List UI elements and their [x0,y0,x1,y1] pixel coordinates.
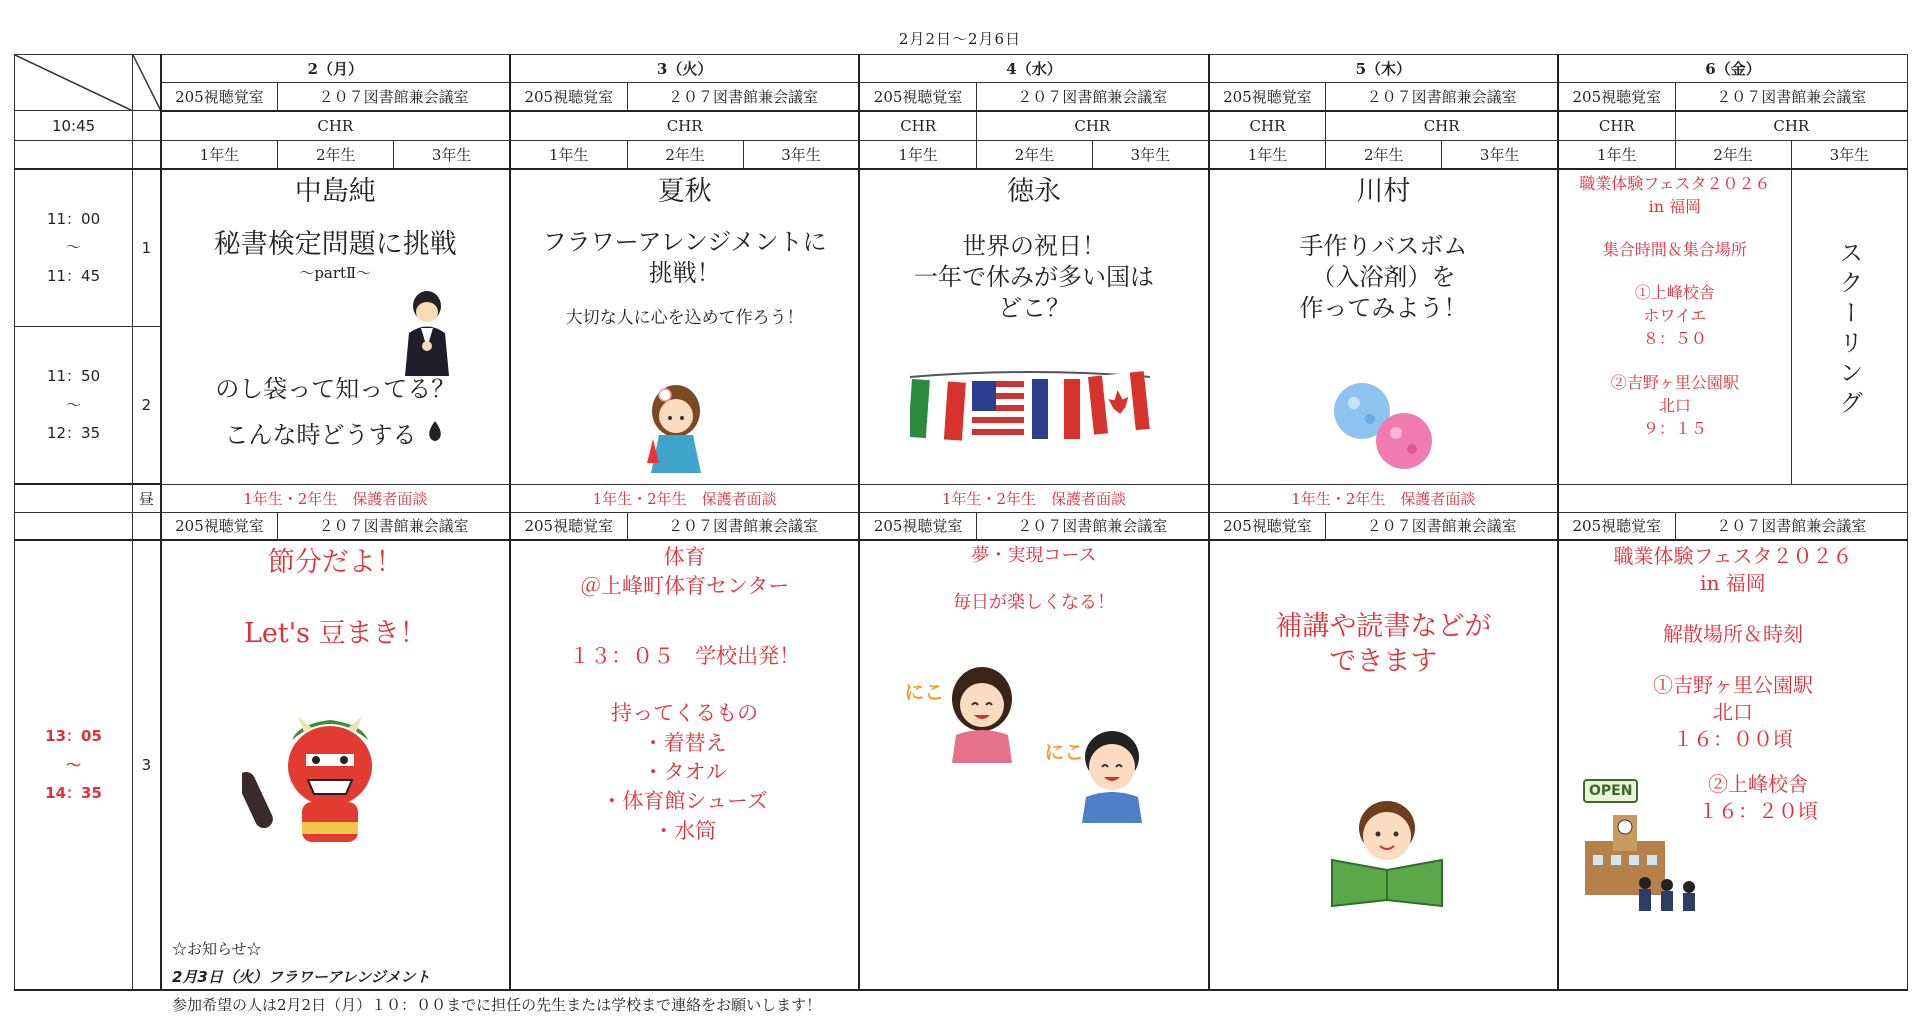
boy-reading-icon [1322,794,1452,909]
room-av: 205視聴覚室 [1209,512,1326,540]
bath-bomb-icon [1330,379,1440,474]
room-av: 205視聴覚室 [859,83,976,111]
grade-3: 3年生 [1093,141,1209,169]
empty-cell [15,484,133,512]
tue-subtitle: 大切な人に心を込めて作ろう！ [565,307,804,328]
room-lib: ２０７図書館兼会議室 [627,83,859,111]
fri-pm-option1-time: １６：００頃 [1673,727,1793,751]
room-lib: ２０７図書館兼会議室 [1326,83,1558,111]
mon-parent-meeting: 1年生・2年生 保護者面談 [161,484,510,512]
fri-pm-heading: 解散場所＆時刻 [1663,622,1803,646]
school-open-icon [1575,805,1715,915]
document-title: 2月2日～2月6日 [898,30,1022,48]
grade-2: 2年生 [278,141,394,169]
room-lib: ２０７図書館兼会議室 [976,83,1208,111]
wed-afternoon-cell [859,540,1208,990]
tue-teacher: 夏秋 [657,175,712,207]
day-header-thu: 5（木） [1209,55,1558,83]
tue-pm-line7: ・体育館シューズ [601,789,768,814]
empty-cell [15,512,133,540]
mon-question2 [162,419,509,451]
notice-heading: ☆お知らせ☆ [172,940,262,958]
empty-cell [133,111,161,141]
wed-line3: どこ？ [997,293,1070,322]
smiling-girl-icon [942,663,1022,763]
grade-2: 2年生 [976,141,1092,169]
tue-pm-line2: ＠上峰町体育センター [580,574,790,599]
grade-1: 1年生 [1209,141,1326,169]
grade-2: 2年生 [1326,141,1442,169]
tilde: ～ [66,755,82,774]
room-av: 205視聴覚室 [1209,83,1326,111]
tue-title2: 挑戦！ [648,258,721,287]
fri-schooling: スクーリング [1834,239,1863,420]
room-av: 205視聴覚室 [1558,512,1675,540]
fri-option1-place: ホワイエ [1643,306,1707,326]
day-header-mon: 2（月） [161,55,510,83]
lunch-label: 昼 [133,484,161,512]
thu-teacher: 川村 [1356,175,1411,207]
mon-question1 [162,374,509,405]
fri-option1: ①上峰校舎 [1634,283,1715,303]
grade-1: 1年生 [510,141,627,169]
room-lib: ２０７図書館兼会議室 [1675,512,1907,540]
period2-number: 2 [133,326,161,484]
bowing-person-icon [395,288,459,378]
day-header-wed: 4（水） [859,55,1208,83]
wed-nico-text-2: にこ [1044,740,1085,764]
mon-title: 秘書検定問題に挑戦 [213,228,457,260]
grade-3: 3年生 [1442,141,1558,169]
thu-parent-meeting: 1年生・2年生 保護者面談 [1209,484,1558,512]
thu-line3: 作ってみよう！ [1299,293,1468,322]
tue-afternoon-cell [510,540,859,990]
tue-morning-cell [510,169,859,485]
red-oni-icon [242,710,392,850]
tue-pm-line4: 持ってくるもの [611,701,759,726]
diagonal-line [15,55,133,111]
empty-cell [133,512,161,540]
room-av: 205視聴覚室 [510,83,627,111]
fri-pm-option1-place: 北口 [1713,700,1753,724]
period3-end: 14：35 [45,784,102,803]
chr-thu-1: CHR [1209,111,1326,141]
chr-fri-1: CHR [1558,111,1675,141]
chr-time: 10:45 [15,111,133,141]
day-header-tue: 3（火） [510,55,859,83]
tilde: ～ [66,238,82,257]
thu-pm-line2: できます [1329,646,1438,678]
wed-line1: 世界の祝日！ [961,231,1106,260]
thu-pm-line1: 補講や読書などが [1275,611,1492,642]
notice-section [172,935,821,1019]
fri-pm-option1: ①吉野ヶ里公園駅 [1653,673,1813,697]
thu-morning-cell [1209,169,1558,485]
tue-pm-line6: ・タオル [642,759,727,784]
period1-number: 1 [133,169,161,327]
wed-nico-text-1: にこ [904,680,945,704]
tue-pm-line8: ・水筒 [653,818,717,843]
tue-title1: フラワーアレンジメントに [542,227,827,256]
grade-1: 1年生 [161,141,278,169]
period1-time [15,169,133,327]
wed-morning-cell [859,169,1208,485]
room-av: 205視聴覚室 [161,512,278,540]
wed-pm-line1: 夢・実現コース [971,545,1097,566]
fri-meeting-heading: 集合時間＆集合場所 [1602,239,1747,259]
room-av: 205視聴覚室 [1558,83,1675,111]
mon-subtitle: ～partⅡ～ [299,263,372,282]
chr-tue: CHR [510,111,859,141]
thu-line2: （入浴剤）を [1311,262,1456,291]
tilde: ～ [66,395,82,414]
tue-parent-meeting: 1年生・2年生 保護者面談 [510,484,859,512]
grade-1: 1年生 [859,141,976,169]
wed-line2: 一年で休みが多い国は [913,262,1154,291]
fri-option2: ②吉野ヶ里公園駅 [1610,372,1739,392]
empty-cell [15,141,133,169]
room-lib: ２０７図書館兼会議室 [976,512,1208,540]
thu-line1: 手作りバスボム [1299,231,1468,260]
mon-pm-line1: 節分だよ！ [267,547,403,578]
mon-afternoon-cell [161,540,510,990]
girl-flower-icon [641,379,711,479]
notice-body: 参加希望の人は2月2日（月）１０：００までに担任の先生または学校まで連絡をお願いします！ [172,996,822,1014]
period3-start: 13：05 [45,727,102,746]
diagonal-line [133,55,161,111]
mon-pm-line2: Let's 豆まき！ [243,618,427,650]
mon-morning-cell [161,169,510,485]
grade-1: 1年生 [1558,141,1675,169]
notice-title: 2月3日（火）フラワーアレンジメント [172,968,431,986]
room-av: 205視聴覚室 [510,512,627,540]
mon-question1-text: のし袋って知ってる？ [215,374,456,403]
period3-number: 3 [133,540,161,990]
grade-2: 2年生 [627,141,743,169]
tue-pm-line3: １３：０５ 学校出発！ [569,643,801,668]
day-header-fri: 6（金） [1558,55,1908,83]
chr-mon: CHR [161,111,510,141]
period3-time [15,540,133,990]
weekly-schedule-table [14,54,1908,991]
empty-cell [133,141,161,169]
fri-event: 職業体験フェスタ２０２６ [1579,173,1771,193]
fri-afternoon-cell [1558,540,1908,990]
fri-option1-time: ８：５０ [1642,329,1707,349]
grade-2: 2年生 [1675,141,1791,169]
period1-end: 11：45 [46,266,101,285]
mon-question2-text: こんな時どうする [224,420,417,449]
room-lib: ２０７図書館兼会議室 [1675,83,1907,111]
wed-teacher: 徳永 [1006,175,1061,207]
period2-end: 12：35 [46,424,101,443]
thu-afternoon-cell [1209,540,1558,990]
grade-3: 3年生 [1791,141,1907,169]
wed-parent-meeting: 1年生・2年生 保護者面談 [859,484,1208,512]
room-lib: ２０７図書館兼会議室 [278,512,510,540]
room-av: 205視聴覚室 [859,512,976,540]
chr-wed-1: CHR [859,111,976,141]
fri-option2-place: 北口 [1658,395,1691,415]
fri-morning-cell [1558,169,1791,485]
grade-3: 3年生 [394,141,510,169]
room-av: 205視聴覚室 [161,83,278,111]
drop-icon [424,419,446,443]
period2-start: 11：50 [46,367,101,386]
fri-pm-option2-time: １６：２０頃 [1698,799,1818,823]
corner-cell-2 [133,55,161,111]
chr-wed-2: CHR [976,111,1208,141]
fri-option2-time: ９：１５ [1642,419,1707,438]
fri-event-place: in 福岡 [1648,196,1702,216]
fri-lunch-empty [1558,484,1908,512]
open-sign: OPEN [1583,779,1638,803]
room-lib: ２０７図書館兼会議室 [627,512,859,540]
fri-pm-event-place: in 福岡 [1700,571,1766,595]
room-lib: ２０７図書館兼会議室 [1326,512,1558,540]
tue-pm-line1: 体育 [663,545,706,569]
fri-schooling-cell [1791,169,1907,485]
chr-thu-2: CHR [1326,111,1558,141]
room-lib: ２０７図書館兼会議室 [278,83,510,111]
corner-cell [15,55,133,111]
period2-time [15,326,133,484]
tue-pm-line5: ・着替え [642,730,727,755]
wed-pm-line2: 毎日が楽しくなる！ [952,592,1115,614]
fri-pm-option2: ②上峰校舎 [1708,772,1808,796]
mon-teacher: 中島純 [294,175,376,207]
period1-start: 11：00 [46,209,101,228]
smiling-boy-icon [1072,723,1152,823]
grade-3: 3年生 [743,141,859,169]
flags-icon [910,369,1150,459]
fri-pm-event: 職業体験フェスタ２０２６ [1613,544,1853,568]
chr-fri-2: CHR [1675,111,1907,141]
